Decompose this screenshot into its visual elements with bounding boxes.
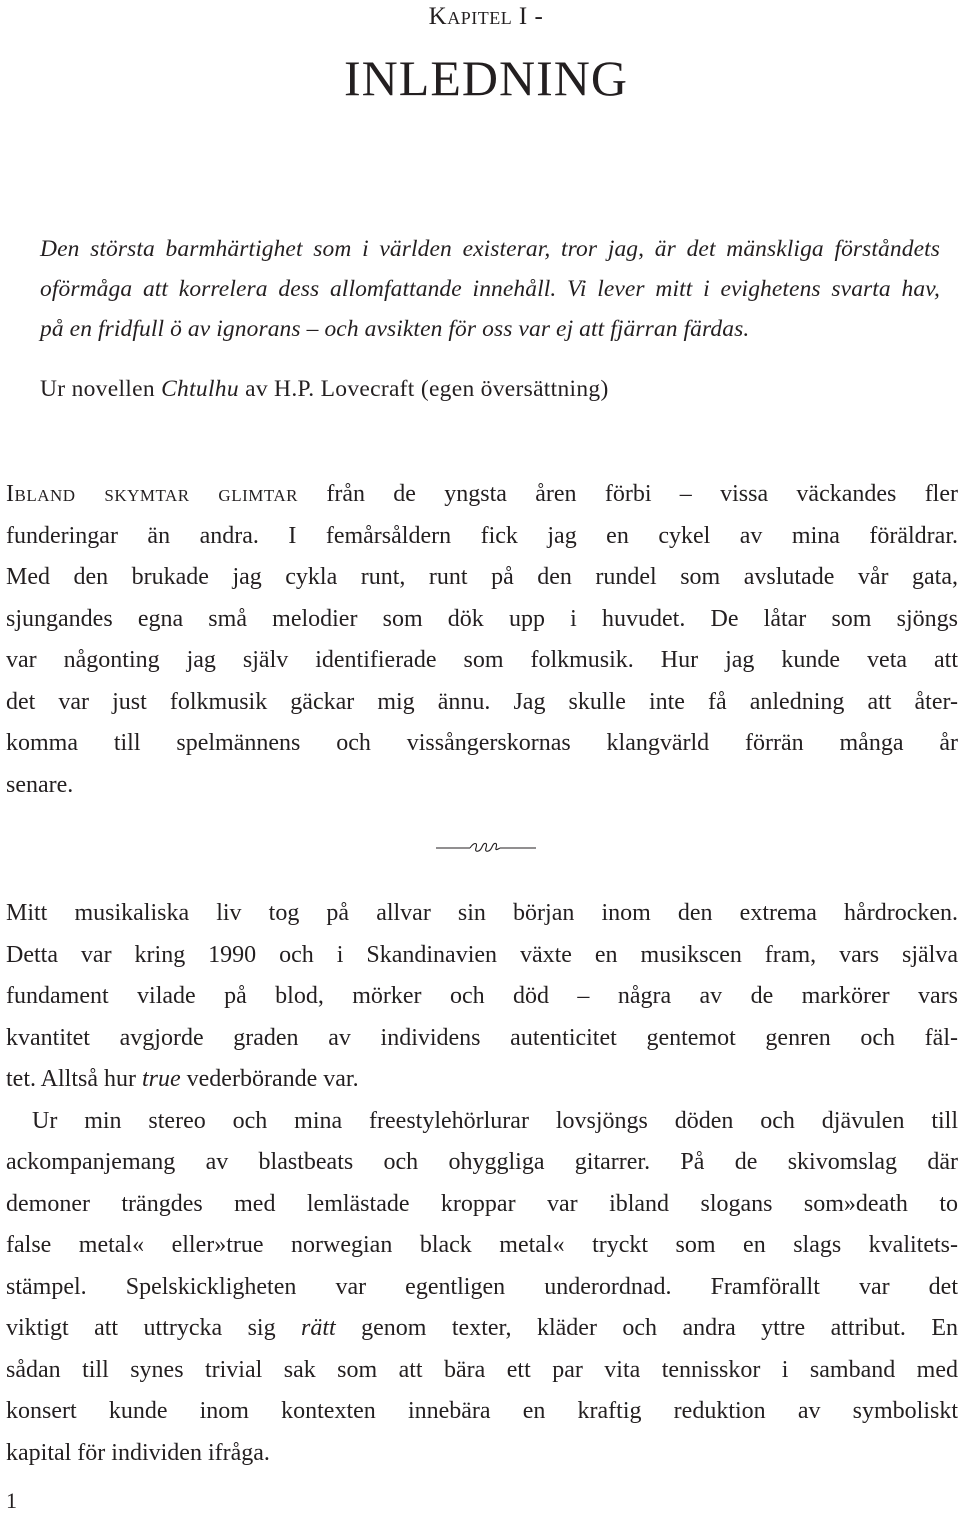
body-line: det var just folkmusik gäckar mig ännu. Jag skulle inte få anledning att åter- [6,688,958,715]
body-line-suffix: vederbörande var. [180,1066,359,1092]
body-line [6,1308,958,1350]
epigraph [40,229,940,349]
epigraph-attribution [40,369,609,409]
epigraph-line: oförmåga att korrelera dess allomfattande innehåll. Vi lever mitt i evighetens svarta hav, [40,276,940,302]
lead-in-small-caps: Ibland skymtar glimtar [6,481,299,507]
body-line: Ur min stereo och mina freestylehörlurar lovsjöngs döden och djävulen till [32,1107,958,1134]
chapter-label: Kapitel I - [428,3,544,30]
epigraph-line: på en fridfull ö av ignorans – och avsikten för oss var ej att fjärran färdas. [40,316,750,342]
body-line: Mitt musikaliska liv tog på allvar sin början inom den extrema hårdrocken. [6,900,958,926]
body-line: funderingar än andra. I femårsåldern fick jag en cykel av mina föräldrar. [6,522,958,549]
body-line: konsert kunde inom kontexten innebära en kraftig reduktion av symboliskt [6,1398,958,1424]
body-line: Detta var kring 1990 och i Skandinavien växte en musikscen fram, vars själva [6,941,958,968]
body-line: ackompanjemang av blastbeats och ohyggliga gitarrer. På de skivomslag där [6,1149,958,1175]
body-line: kapital för individen ifråga. [6,1439,270,1466]
chapter-title: INLEDNING [344,50,628,106]
body-line: false metal« eller»true norwegian black metal« tryckt som en slags kvalitets- [6,1232,958,1258]
body-line: Med den brukade jag cykla runt, runt på den rundel som avslutade vår gata, [6,564,958,590]
body-line-prefix: tet. Alltså hur [6,1066,142,1092]
body-line: sådan till synes trivial sak som att bära ett par vita tennisskor i samband med [6,1356,958,1383]
body-line: senare. [6,771,74,798]
body-line [6,1059,958,1101]
epigraph-line: Den största barmhärtighet som i världen existerar, tror jag, är det mänskliga förståndets [40,236,940,262]
italic-word: rätt [301,1315,336,1341]
body-line: demoner trängdes med lemlästade kroppar var ibland slogans som»death to [6,1190,958,1217]
body-line: stämpel. Spelskickligheten var egentligen underordnad. Framförallt var det [6,1273,958,1300]
body-line: sjungandes egna små melodier som dök upp i huvudet. De låtar som sjöngs [6,605,958,632]
body-line-suffix: genom texter, kläder och andra yttre attribut. En [335,1315,958,1341]
body-line: fundament vilade på blod, mörker och död – några av de markörer vars [6,983,958,1009]
section-1-paragraph [6,474,958,806]
body-line: kvantitet avgjorde graden av individens autenticitet gentemot genren och fäl- [6,1024,958,1051]
body-line-rest: från de yngsta åren förbi – vissa väckandes fler [298,481,958,507]
body-line-prefix: viktigt att uttrycka sig [6,1315,302,1341]
italic-word: true [141,1066,181,1092]
attribution-prefix: Ur novellen [40,376,162,402]
body-line: var någonting jag själv identifierade som folkmusik. Hur jag kunde veta att [6,647,958,673]
body-line [6,474,958,516]
section-2-paragraphs [6,893,958,1474]
attribution-work: Chtulhu [161,376,239,402]
section-break-ornament [434,836,538,860]
attribution-suffix: av H.P. Lovecraft (egen översättning) [238,376,609,402]
book-page [6,0,958,1514]
body-line: komma till spelmännens och vissångerskornas klangvärld förrän många år [6,730,958,756]
page-number: 1 [6,1488,17,1513]
